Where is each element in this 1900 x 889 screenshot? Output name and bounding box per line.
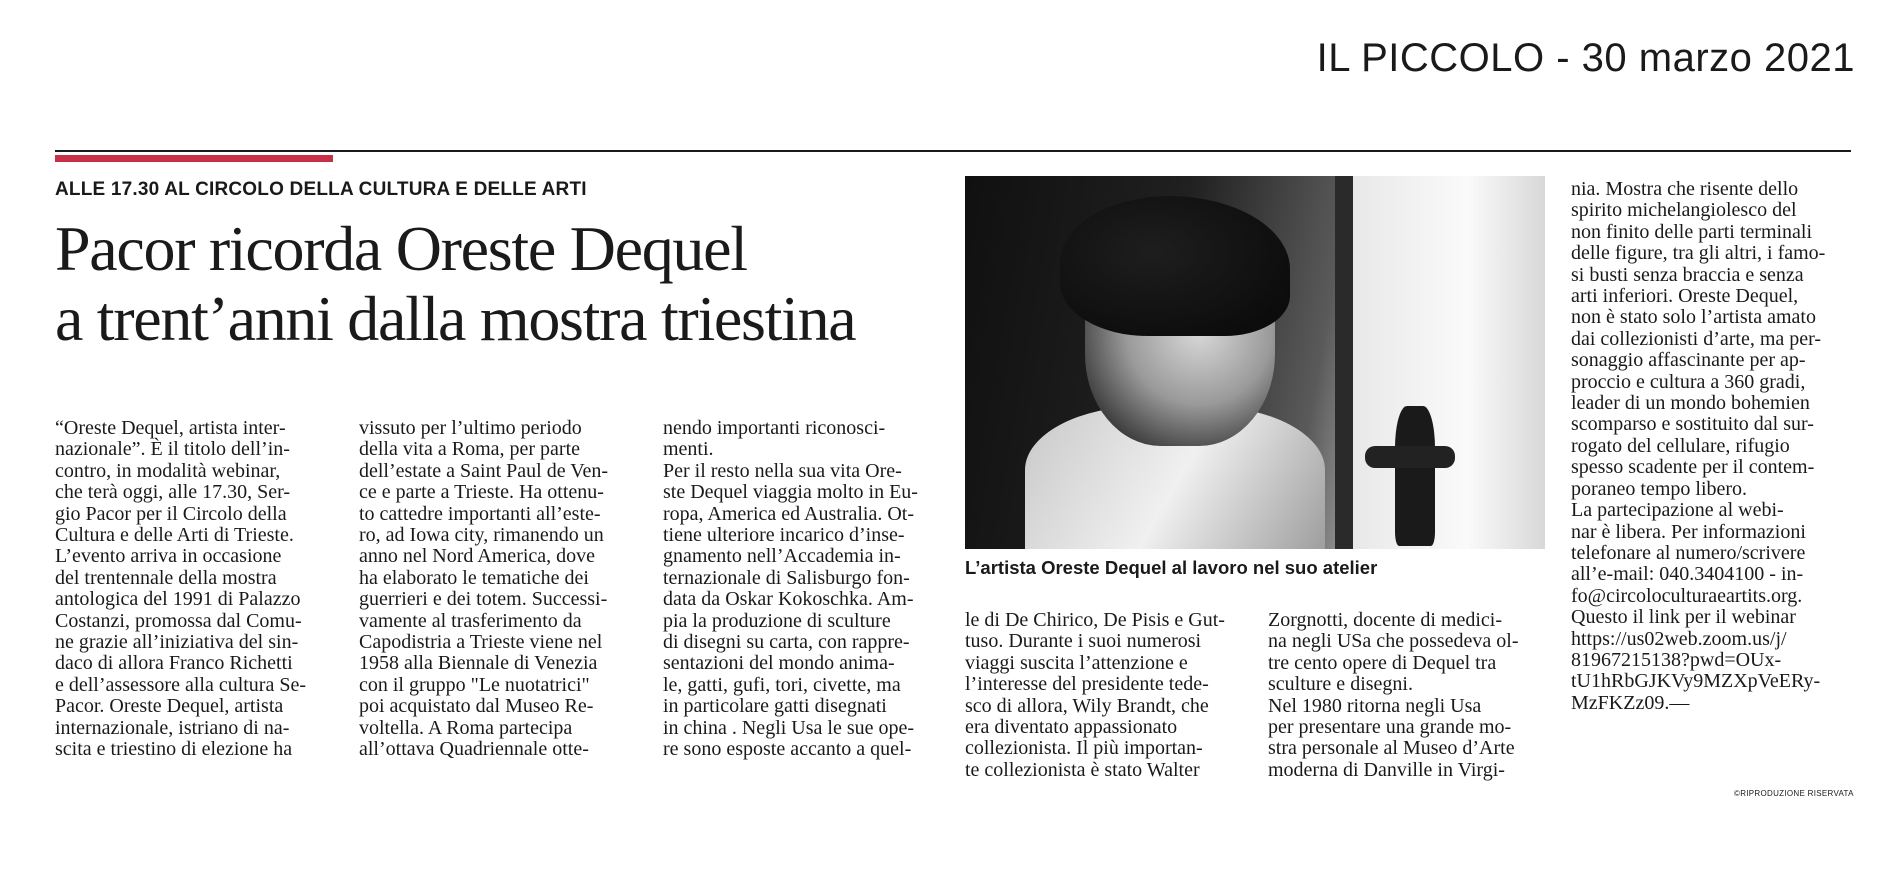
article-line: ternazionale di Salisburgo fon- [663,566,910,589]
article-line: 81967215138?pwd=OUx- [1571,648,1782,671]
article-line: rogato del cellulare, rifugio [1571,434,1790,457]
article-line: pia la produzione di sculture [663,609,891,632]
article-line: telefonare al numero/scrivere [1571,541,1806,564]
article-line: nar è libera. Per informazioni [1571,520,1806,543]
newspaper-masthead: IL PICCOLO - 30 marzo 2021 [1316,36,1855,80]
article-line: ce e parte a Trieste. Ha ottenu- [359,481,604,504]
article-line: viaggi suscita l’attenzione e [965,651,1188,674]
accent-rule [55,155,333,162]
photo-sculpture-arms [1365,446,1455,468]
article-line: della vita a Roma, per parte [359,438,581,461]
article-column-2 [359,418,608,761]
article-line: 1958 alla Biennale di Venezia [359,652,598,675]
article-line: antologica del 1991 di Palazzo [55,588,301,611]
article-line: nendo importanti riconosci- [663,417,886,439]
article-line: scita e triestino di elezione ha [55,738,293,761]
article-line: tuso. Durante i suoi numerosi [965,630,1202,653]
article-line: daco di allora Franco Richetti [55,652,293,675]
article-line: to cattedre importanti all’este- [359,502,601,525]
article-line: Questo il link per il webinar [1571,606,1796,629]
article-line: menti. [663,438,714,461]
article-line: guerrieri e dei totem. Successi- [359,588,608,611]
article-line: all’ottava Quadriennale otte- [359,738,589,761]
article-line: in china . Negli Usa le sue ope- [663,716,915,739]
article-kicker: ALLE 17.30 AL CIRCOLO DELLA CULTURA E DELLE ARTI [55,179,587,200]
article-line: Zorgnotti, docente di medici- [1268,609,1503,631]
headline-line-1: Pacor ricorda Oreste Dequel [55,213,747,284]
article-line: contro, in modalità webinar, [55,459,281,482]
article-line: l’interesse del presidente tede- [965,673,1209,696]
article-line: delle figure, tra gli altri, i famo- [1571,242,1826,265]
article-line: nazionale”. È il titolo dell’in- [55,438,290,461]
article-line: Pacor. Oreste Dequel, artista [55,695,284,718]
article-line: moderna di Danville in Virgi- [1268,758,1505,781]
photo-sculpture [1395,406,1435,546]
article-line: vamente al trasferimento da [359,609,582,632]
article-line: data da Oskar Kokoschka. Am- [663,588,914,611]
article-line: “Oreste Dequel, artista inter- [55,417,286,439]
article-line: Cultura e delle Arti di Trieste. [55,524,294,547]
article-line: La partecipazione al webi- [1571,499,1784,522]
article-headline [55,214,855,354]
article-line: tU1hRbGJKVy9MZXpVeERy- [1571,670,1821,693]
article-line: sco di allora, Wily Brandt, che [965,694,1209,717]
article-line: con il gruppo "Le nuotatrici" [359,673,590,696]
article-line: in particolare gatti disegnati [663,695,887,718]
article-line: nia. Mostra che risente dello [1571,178,1799,200]
article-line: Nel 1980 ritorna negli Usa [1268,694,1482,717]
photo-caption: L’artista Oreste Dequel al lavoro nel suo atelier [965,557,1378,578]
article-line: sculture e disegni. [1268,673,1413,696]
photo-window-frame [1335,176,1353,549]
article-line: fo@circoloculturaeartits.org. [1571,584,1803,607]
article-line: del trentennale della mostra [55,566,277,589]
article-line: MzFKZz09.— [1571,691,1690,714]
article-line: internazionale, istriano di na- [55,716,290,739]
article-column-6 [1571,179,1825,714]
article-line: ste Dequel viaggia molto in Eu- [663,481,918,504]
article-line: non finito delle parti terminali [1571,220,1813,243]
article-line: tiene ulteriore incarico d’inse- [663,524,905,547]
article-line: tre cento opere di Dequel tra [1268,651,1497,674]
article-line: che terà oggi, alle 17.30, Ser- [55,481,291,504]
article-line: gio Pacor per il Circolo della [55,502,287,525]
artist-photo [965,176,1545,549]
article-line: era diventato appassionato [965,716,1178,739]
top-rule [55,150,1851,152]
article-line: collezionista. Il più importan- [965,737,1203,760]
photo-window-light [1350,176,1545,549]
copyright-notice: ©RIPRODUZIONE RISERVATA [1734,789,1854,798]
article-line: https://us02web.zoom.us/j/ [1571,627,1787,650]
headline-line-2: a trent’anni dalla mostra triestina [55,283,856,354]
article-line: le, gatti, gufi, tori, civette, ma [663,673,901,696]
article-line: all’e-mail: 040.3404100 - in- [1571,563,1804,586]
article-line: dai collezionisti d’arte, ma per- [1571,327,1822,350]
article-line: per presentare una grande mo- [1268,716,1512,739]
article-line: scomparso e sostituito dal sur- [1571,413,1814,436]
article-line: si busti senza braccia e senza [1571,263,1804,286]
article-line: na negli USa che possedeva ol- [1268,630,1519,653]
article-column-1 [55,418,306,761]
article-line: spirito michelangiolesco del [1571,199,1797,222]
article-line: ne grazie all’iniziativa del sin- [55,631,299,654]
article-line: Costanzi, promossa dal Comu- [55,609,302,632]
article-line: non è stato solo l’artista amato [1571,306,1816,329]
article-line: te collezionista è stato Walter [965,758,1200,781]
article-line: Per il resto nella sua vita Ore- [663,459,902,482]
article-line: Capodistria a Trieste viene nel [359,631,603,654]
article-line: arti inferiori. Oreste Dequel, [1571,285,1799,308]
article-line: ro, ad Iowa city, rimanendo un [359,524,604,547]
article-line: e dell’assessore alla cultura Se- [55,673,307,696]
article-column-4 [965,610,1225,781]
article-line: gnamento nell’Accademia in- [663,545,901,568]
article-line: stra personale al Museo d’Arte [1268,737,1515,760]
article-column-3 [663,418,918,761]
article-line: poraneo tempo libero. [1571,477,1748,500]
article-line: leader di un mondo bohemien [1571,392,1810,415]
article-column-5 [1268,610,1518,781]
article-line: spesso scadente per il contem- [1571,456,1815,479]
article-line: di disegni su carta, con rappre- [663,631,910,654]
article-line: proccio e cultura a 360 gradi, [1571,370,1806,393]
article-line: le di De Chirico, De Pisis e Gut- [965,609,1225,631]
photo-artist-hair [1060,196,1290,336]
article-line: vissuto per l’ultimo periodo [359,417,582,439]
article-line: dell’estate a Saint Paul de Ven- [359,459,609,482]
article-line: anno nel Nord America, dove [359,545,596,568]
article-line: poi acquistato dal Museo Re- [359,695,594,718]
article-line: sonaggio affascinante per ap- [1571,349,1806,372]
article-line: voltella. A Roma partecipa [359,716,573,739]
article-line: L’evento arriva in occasione [55,545,282,568]
article-line: sentazioni del mondo anima- [663,652,895,675]
article-line: ropa, America ed Australia. Ot- [663,502,915,525]
article-line: ha elaborato le tematiche dei [359,566,589,589]
article-line: re sono esposte accanto a quel- [663,738,912,761]
